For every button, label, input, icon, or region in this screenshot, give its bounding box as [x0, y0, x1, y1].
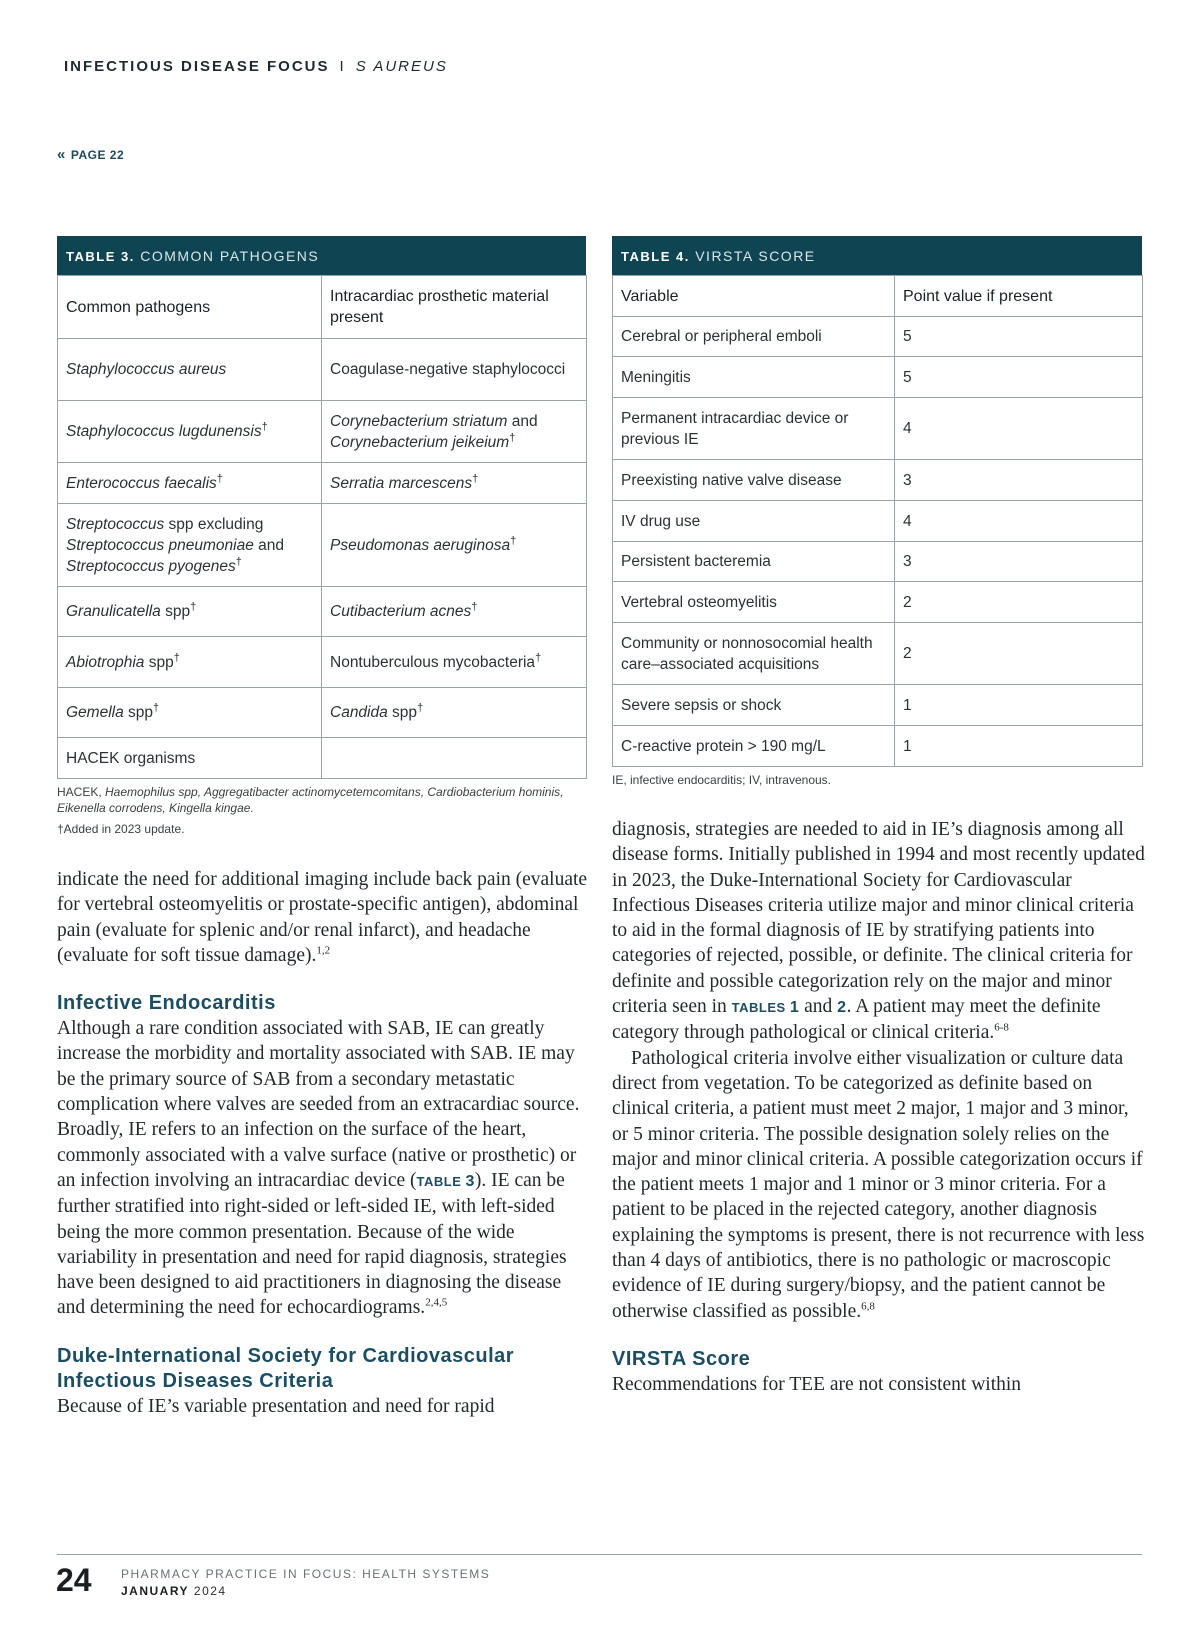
organism-name: Serratia marcescens [330, 474, 473, 492]
paragraph-text: ). IE can be further stratified into right-sided or left-sided IE, with left-sided being the more common presentation. Because of the wide variability in presentation and need for rapid diagnosis, strategies have been designed to aid practitioners in diagnosing the disease and determining the need for echocardiograms. [57, 1169, 567, 1319]
organism-name: Staphylococcus aureus [66, 361, 227, 378]
conjunction: and [253, 536, 285, 554]
running-header [64, 58, 448, 75]
points-cell: 1 [895, 726, 1143, 767]
footnote-mark: † [510, 534, 517, 547]
table-row [613, 357, 1143, 398]
table-ref-word: TABLE [416, 1173, 462, 1189]
table-row [613, 685, 1143, 726]
organism-name: Nontuberculous mycobacteria [330, 653, 536, 671]
paragraph-text: Pathological criteria involve either visualization or culture data direct from vegetation. To be categorized as definite based on clinical criteria, a patient must meet 2 major, 1 major and 3 minor, or 5 minor criteria. The possible designation solely relies on the major and minor clinical criteria. A possible categorization occurs if the patient meets 1 major and 1 minor or 3 minor criteria. For a patient to be placed in the rejected category, another diagnosis explaining the symptoms is present, there is not recurrence with less than 4 days of antibiotics, there is no pathologic or macroscopic evidence of IE during surgery/biopsy, and the patient cannot be otherwise classified as possible. [612, 1047, 1145, 1322]
paragraph: Because of IE’s variable presentation and need for rapid [57, 1395, 495, 1417]
footnote-mark: † [190, 600, 197, 613]
table-3-footnote [57, 784, 586, 816]
table-cell: Coagulase-negative staphylococci [322, 339, 587, 401]
table-cell [322, 688, 587, 738]
table-row [58, 463, 587, 504]
paragraph [57, 1016, 590, 1321]
table-4-footnote: IE, infective endocarditis; IV, intravenous. [612, 773, 832, 787]
conjunction: and [799, 996, 838, 1018]
qualifier: spp [144, 653, 174, 671]
table-cell [58, 587, 322, 637]
table-cell [322, 504, 587, 587]
variable-cell: Permanent intracardiac device or previous IE [613, 398, 895, 460]
organism-name: Gemella [66, 704, 124, 721]
page-number: 24 [56, 1562, 92, 1598]
footnote-prefix: HACEK, [57, 785, 106, 799]
footnote-mark: † [153, 701, 160, 714]
column-header: Point value if present [895, 276, 1143, 317]
table-cell [322, 463, 587, 504]
qualifier: spp [160, 603, 191, 620]
organism-name: Corynebacterium jeikeium [330, 433, 510, 451]
table-cell [58, 637, 322, 688]
table-3-title-bar [57, 236, 586, 275]
organism-name: Staphylococcus lugdunensis [66, 423, 262, 440]
table-row [613, 623, 1143, 685]
table-4 [612, 236, 1142, 788]
table-row [613, 582, 1143, 623]
organism-name: Streptococcus pneumoniae [66, 536, 254, 554]
organism-name: Corynebacterium striatum [330, 412, 508, 430]
footnote-mark: † [216, 472, 223, 485]
publication-name: PHARMACY PRACTICE IN FOCUS: HEALTH SYSTEMS [121, 1567, 491, 1581]
points-cell: 5 [895, 357, 1143, 398]
table-row [58, 339, 587, 401]
section-heading: VIRSTA Score [612, 1347, 751, 1370]
paragraph-text: . A patient may meet the definite category through pathological or clinical criteria. [612, 996, 1101, 1044]
paragraph-text: diagnosis, strategies are needed to aid in IE’s diagnosis among all disease forms. Initially published in 1994 and most recently updated in 2023, the Duke-International Society for Cardiovascular Infectious Diseases criteria utilize major and minor clinical criteria to aid in the formal diagnosis of IE by stratifying patients into categories of rejected, possible, or definite. The clinical criteria for definite and possible categorization rely on the major and minor criteria seen in [612, 819, 1145, 1018]
conjunction: and [507, 412, 538, 430]
table-4-grid [612, 275, 1143, 767]
table-cell [322, 637, 587, 688]
topic-label: S AUREUS [355, 58, 448, 75]
points-cell: 2 [895, 582, 1143, 623]
paragraph [57, 867, 590, 968]
paragraph-text: indicate the need for additional imaging include back pain (evaluate for vertebral osteomyelitis or prostate-specific antigen), abdominal pain (evaluate for splenic and/or renal infarct), and headache (evaluate for soft tissue damage). [57, 869, 588, 966]
qualifier: spp [123, 704, 154, 721]
issue-year: 2024 [193, 1584, 227, 1598]
table-header-row [613, 276, 1143, 317]
points-cell: 3 [895, 542, 1143, 582]
table-reference[interactable] [417, 1174, 475, 1189]
table-reference[interactable] [837, 1000, 846, 1015]
footnote-mark: † [471, 600, 478, 613]
table-row [58, 637, 587, 688]
section-heading: Duke-International Society for Cardiovascular Infectious Diseases Criteria [57, 1344, 515, 1392]
organism-name: Streptococcus [66, 515, 165, 533]
table-row [613, 501, 1143, 542]
qualifier: spp excluding [164, 515, 264, 533]
variable-cell: Severe sepsis or shock [613, 685, 895, 726]
variable-cell: C-reactive protein > 190 mg/L [613, 726, 895, 767]
variable-cell: Preexisting native valve disease [613, 460, 895, 501]
footnote-mark: † [472, 472, 479, 485]
table-3-added-note: †Added in 2023 update. [57, 822, 185, 836]
organism-name: Granulicatella [66, 603, 161, 620]
column-header: Variable [613, 276, 895, 317]
footnote-mark: † [261, 420, 268, 433]
organism-name: Streptococcus pyogenes [66, 557, 236, 575]
column-header: Common pathogens [58, 276, 322, 339]
organism-name: Cutibacterium acnes [330, 603, 472, 620]
paragraph-text: Although a rare condition associated with SAB, IE can greatly increase the morbidity and mortality associated with SAB. IE may be the primary source of SAB from a secondary metastatic complication where valves are seeded from an extracardiac source. Broadly, IE refers to an infection on the surface of the heart, commonly associated with a valve surface (native or prosthetic) or an infection involving an intracardiac device ( [57, 1018, 580, 1191]
citation: 6,8 [861, 1300, 875, 1313]
table-cell [58, 463, 322, 504]
table-row [613, 460, 1143, 501]
table-ref-word: TABLES [731, 1000, 786, 1016]
footer-divider [57, 1554, 1142, 1555]
table-row [613, 317, 1143, 357]
citation: 1,2 [316, 944, 331, 957]
paragraph: Recommendations for TEE are not consistent within [612, 1373, 1022, 1395]
points-cell: 1 [895, 685, 1143, 726]
table-3-grid [57, 275, 587, 779]
continued-from-link[interactable] [57, 146, 124, 163]
table-3-title: COMMON PATHOGENS [140, 248, 320, 264]
footnote-mark: † [509, 431, 516, 444]
points-cell: 2 [895, 623, 1143, 685]
table-row [58, 738, 587, 779]
variable-cell: IV drug use [613, 501, 895, 542]
footnote-organisms: Haemophilus spp, Aggregatibacter actinomycetemcomitans, Cardiobacterium hominis, Eikenella corrodens, Kingella kingae. [57, 785, 564, 815]
variable-cell: Vertebral osteomyelitis [613, 582, 895, 623]
citation: 2,4,5 [425, 1296, 448, 1309]
table-cell [58, 401, 322, 463]
organism-name: Abiotrophia [66, 653, 145, 671]
table-row [613, 398, 1143, 460]
paragraph [612, 817, 1147, 1046]
table-row [58, 504, 587, 587]
table-row [58, 688, 587, 738]
table-cell: HACEK organisms [58, 738, 322, 779]
issue-month: JANUARY [121, 1584, 190, 1598]
table-cell [58, 504, 322, 587]
table-cell [322, 738, 587, 779]
table-row [58, 587, 587, 637]
section-heading: Infective Endocarditis [57, 992, 276, 1015]
organism-name: Pseudomonas aeruginosa [330, 536, 511, 554]
table-cell [322, 401, 587, 463]
table-ref-number: 1 [789, 999, 800, 1017]
table-4-title: VIRSTA SCORE [695, 248, 816, 264]
footnote-mark: † [417, 701, 424, 714]
section-label: INFECTIOUS DISEASE FOCUS [64, 58, 330, 75]
variable-cell: Persistent bacteremia [613, 542, 895, 582]
table-row [613, 542, 1143, 582]
column-header: Intracardiac prosthetic material present [322, 276, 587, 339]
paragraph [612, 1046, 1147, 1324]
footnote-mark: † [235, 555, 242, 568]
variable-cell: Cerebral or peripheral emboli [613, 317, 895, 357]
table-cell [322, 587, 587, 637]
points-cell: 3 [895, 460, 1143, 501]
table-row [58, 401, 587, 463]
footnote-mark: † [173, 651, 180, 664]
table-3-label: TABLE 3. [66, 249, 135, 264]
table-cell [58, 339, 322, 401]
table-ref-number: 3 [465, 1172, 475, 1190]
table-4-title-bar [612, 236, 1142, 275]
table-reference[interactable] [732, 1000, 800, 1015]
table-row [613, 726, 1143, 767]
qualifier: spp [387, 704, 418, 721]
points-cell: 5 [895, 317, 1143, 357]
organism-name: Enterococcus faecalis [66, 474, 217, 492]
points-cell: 4 [895, 501, 1143, 542]
table-header-row [58, 276, 587, 339]
table-ref-number: 2 [837, 999, 847, 1017]
header-separator: I [339, 58, 346, 75]
variable-cell: Community or nonnosocomial health care–associated acquisitions [613, 623, 895, 685]
variable-cell: Meningitis [613, 357, 895, 398]
right-column [612, 817, 1147, 1397]
issue-date [121, 1584, 227, 1598]
page-ref-label: PAGE 22 [70, 148, 125, 162]
organism-name: Candida [330, 704, 388, 721]
left-column [57, 867, 590, 1419]
table-4-label: TABLE 4. [621, 249, 690, 264]
double-chevron-left-icon: « [57, 146, 66, 163]
footnote-mark: † [535, 651, 542, 664]
citation: 6-8 [994, 1021, 1009, 1034]
points-cell: 4 [895, 398, 1143, 460]
table-cell [58, 688, 322, 738]
table-3 [57, 236, 586, 837]
